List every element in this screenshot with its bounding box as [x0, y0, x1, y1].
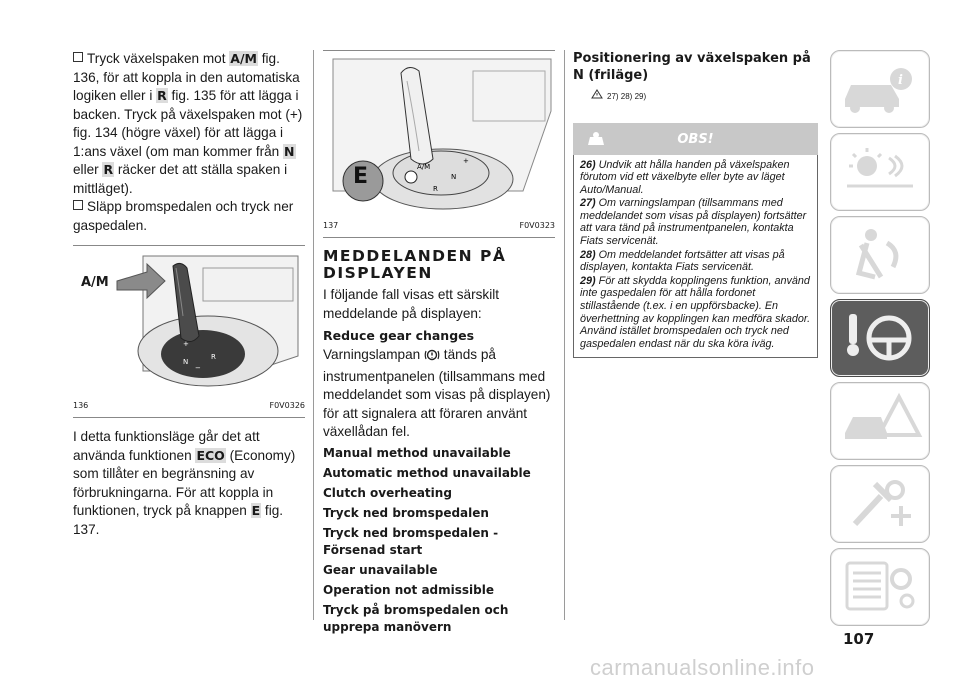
svg-text:A/M: A/M	[417, 163, 431, 171]
tab-starting-driving[interactable]	[830, 299, 930, 377]
message-item: Tryck ned bromspedalen	[323, 505, 489, 520]
watermark: carmanualsonline.info	[590, 655, 815, 680]
tab-dashboard-lights[interactable]	[830, 133, 930, 211]
warning-triangle-icon	[831, 383, 929, 459]
highlight-r: R	[157, 88, 167, 103]
warning-references: 27) 28) 29)	[591, 88, 818, 107]
message-description: Varningslampan tänds på instrumentpanelen (tillsammans med meddelandet som visas på displayen) för att signalera att föraren använt växellådan fel.	[323, 347, 551, 439]
column-divider	[564, 50, 565, 620]
eco-paragraph: I detta funktionsläge går det att använda funktionen ECO (Economy) som tillåter en begränsning av förbrukningarna. För att koppla in funktionen, tryck på knappen E fig. 137.	[73, 429, 296, 537]
obs-note: 29) För att skydda kopplingens funktion, använd inte gaspedalen för att hålla fordonet stillastående (t.ex. i en uppförsbacke). En överhettning av kopplingen kan medföra skador. Använd istället bromspedalen och tryck ned gaspedalen endast när du ska köra iväg.	[580, 274, 811, 350]
figure-number: 136	[73, 400, 89, 410]
highlight-e: E	[251, 503, 261, 518]
tab-technical-specs[interactable]	[830, 548, 930, 626]
obs-note: 26) Undvik att hålla handen på växelspaken förutom vid ett växelbyte eller byte av läget Auto/Manual.	[580, 158, 790, 196]
checkbox-icon	[73, 52, 83, 62]
message-item: Manual method unavailable	[323, 445, 511, 460]
figure-137	[323, 50, 555, 238]
tab-airbag-safety[interactable]	[830, 216, 930, 294]
message-title: Reduce gear changes	[323, 328, 475, 343]
message-item: Automatic method unavailable	[323, 465, 531, 480]
highlight-n: N	[284, 143, 295, 159]
highlight-eco: ECO	[196, 447, 225, 463]
gear-warning-icon	[424, 348, 440, 368]
section-title: Positionering av växelspaken på N (friläge)	[573, 51, 811, 83]
instruction-bullet: Släpp bromspedalen och tryck ner gaspedalen.	[73, 199, 294, 233]
svg-text:−: −	[195, 364, 201, 372]
svg-text:+: +	[183, 340, 189, 348]
figure-136	[73, 245, 305, 418]
checkbox-icon	[73, 200, 83, 210]
obs-header	[573, 123, 818, 155]
obs-notes	[573, 155, 818, 359]
obs-title: OBS!	[677, 131, 714, 147]
figure-number: 137	[323, 220, 339, 230]
obs-note: 27) Om varningslampan (tillsammans med meddelandet som visas på displayen) fortsätter att vara tänd på instrumentpanelen, kontakta Fiats servicenät.	[580, 197, 807, 248]
obs-note: 28) Om meddelandet fortsätter att visas på displayen, kontakta Fiats servicenät.	[580, 248, 785, 274]
message-item: Gear unavailable	[323, 562, 438, 577]
message-item: Clutch overheating	[323, 485, 452, 500]
tab-maintenance[interactable]	[830, 465, 930, 543]
svg-text:R: R	[433, 185, 438, 193]
messages-list	[323, 445, 555, 636]
svg-text:+: +	[463, 157, 469, 165]
tab-car-info[interactable]	[830, 50, 930, 128]
highlight-r: R	[103, 162, 114, 177]
airbag-seat-icon	[831, 217, 929, 293]
figure-caption	[73, 397, 305, 419]
message-item: Tryck ned bromspedalen - Försenad start	[323, 525, 499, 557]
figure-code: F0V0323	[519, 220, 555, 230]
svg-text:N: N	[451, 173, 457, 181]
svg-text:R: R	[211, 353, 216, 361]
column-3	[573, 50, 818, 358]
warning-ref-icon	[591, 88, 603, 107]
svg-text:i: i	[898, 73, 903, 88]
instruction-bullet: Tryck växelspaken mot A/M fig. 136, för att koppla in den automatiska logiken eller i R fig. 135 för att lägga i backen. Tryck på växelspaken mot (+) fig. 134 (högre växel) för att lägga i 1:ans växel (om man kommer från N eller R räcker det att ställa spaken i mittläget).	[73, 51, 303, 196]
highlight-am: A/M	[230, 51, 257, 66]
service-tools-icon	[831, 466, 929, 542]
tab-emergency[interactable]	[830, 382, 930, 460]
car-info-icon	[831, 51, 929, 127]
message-item: Operation not admissible	[323, 582, 495, 597]
key-steering-wheel-icon	[831, 300, 929, 376]
fig137-callout: E	[353, 164, 369, 189]
figure-caption	[323, 217, 555, 239]
fig136-callout: A/M	[81, 275, 109, 290]
section-intro: I följande fall visas ett särskilt meddelande på displayen:	[323, 287, 500, 321]
dashboard-lights-icon	[831, 134, 929, 210]
column-2	[323, 50, 555, 636]
gear-lever-am-illustration	[73, 246, 305, 391]
figure-code: F0V0326	[269, 400, 305, 410]
column-divider	[313, 50, 314, 620]
page-number: 107	[843, 630, 875, 648]
specs-gears-icon	[831, 549, 929, 625]
section-heading: MEDDELANDEN PÅ DISPLAYEN	[323, 247, 507, 282]
svg-text:N: N	[183, 358, 189, 366]
column-1	[73, 50, 305, 539]
message-item: Tryck på bromspedalen och upprepa manövern	[323, 602, 509, 634]
